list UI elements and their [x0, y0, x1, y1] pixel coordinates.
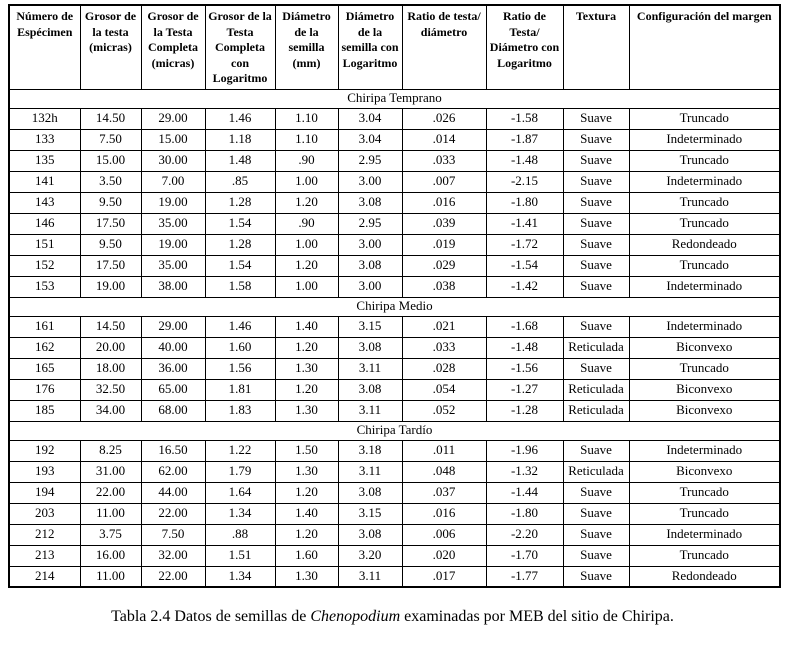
cell: Indeterminado — [629, 276, 780, 297]
cell: 1.30 — [275, 400, 338, 421]
cell: -1.87 — [486, 129, 563, 150]
cell: 16.00 — [80, 545, 141, 566]
cell: .88 — [205, 524, 275, 545]
column-header-grosor-testa-completa-log: Grosor de la Testa Completa con Logaritmo — [205, 5, 275, 89]
cell: 1.60 — [275, 545, 338, 566]
cell: Reticulada — [563, 461, 629, 482]
cell: Reticulada — [563, 337, 629, 358]
cell: -1.54 — [486, 255, 563, 276]
cell: 2.95 — [338, 213, 402, 234]
cell: -1.80 — [486, 192, 563, 213]
cell: .052 — [402, 400, 486, 421]
cell: 143 — [9, 192, 80, 213]
cell: 9.50 — [80, 192, 141, 213]
cell: 141 — [9, 171, 80, 192]
caption-suffix: examinadas por MEB del sitio de Chiripa. — [400, 608, 674, 625]
table-row — [9, 213, 780, 234]
cell: 1.30 — [275, 461, 338, 482]
cell: .90 — [275, 213, 338, 234]
cell: Indeterminado — [629, 524, 780, 545]
column-header-ratio-testa-diametro-log: Ratio de Testa/ Diámetro con Logaritmo — [486, 5, 563, 89]
cell: Truncado — [629, 192, 780, 213]
cell: 3.20 — [338, 545, 402, 566]
cell: .037 — [402, 482, 486, 503]
cell: 1.48 — [205, 150, 275, 171]
cell: 9.50 — [80, 234, 141, 255]
caption-species-name: Chenopodium — [310, 608, 401, 625]
table-row — [9, 461, 780, 482]
cell: 11.00 — [80, 566, 141, 587]
cell: 1.40 — [275, 316, 338, 337]
table-row — [9, 171, 780, 192]
cell: Truncado — [629, 150, 780, 171]
cell: 65.00 — [141, 379, 205, 400]
cell: 203 — [9, 503, 80, 524]
cell: 213 — [9, 545, 80, 566]
cell: -1.27 — [486, 379, 563, 400]
cell: 1.51 — [205, 545, 275, 566]
cell: 214 — [9, 566, 80, 587]
cell: 1.81 — [205, 379, 275, 400]
section-label: Chiripa Temprano — [9, 89, 780, 108]
cell: -1.28 — [486, 400, 563, 421]
cell: 44.00 — [141, 482, 205, 503]
cell: Suave — [563, 482, 629, 503]
cell: Biconvexo — [629, 337, 780, 358]
cell: 1.34 — [205, 503, 275, 524]
column-header-diametro-semilla: Diámetro de la semilla (mm) — [275, 5, 338, 89]
cell: 1.20 — [275, 192, 338, 213]
cell: 1.22 — [205, 440, 275, 461]
cell: 1.10 — [275, 108, 338, 129]
cell: 1.00 — [275, 171, 338, 192]
table-row — [9, 524, 780, 545]
cell: 1.79 — [205, 461, 275, 482]
cell: 1.34 — [205, 566, 275, 587]
cell: 1.20 — [275, 337, 338, 358]
cell: Suave — [563, 545, 629, 566]
cell: 212 — [9, 524, 80, 545]
cell: -1.41 — [486, 213, 563, 234]
cell: Truncado — [629, 213, 780, 234]
cell: 1.00 — [275, 276, 338, 297]
cell: 146 — [9, 213, 80, 234]
cell: 11.00 — [80, 503, 141, 524]
cell: Indeterminado — [629, 129, 780, 150]
cell: 1.18 — [205, 129, 275, 150]
cell: 1.20 — [275, 379, 338, 400]
cell: -1.77 — [486, 566, 563, 587]
cell: 62.00 — [141, 461, 205, 482]
cell: 185 — [9, 400, 80, 421]
cell: 1.20 — [275, 255, 338, 276]
cell: 1.54 — [205, 255, 275, 276]
cell: .033 — [402, 337, 486, 358]
cell: .039 — [402, 213, 486, 234]
cell: 165 — [9, 358, 80, 379]
cell: .026 — [402, 108, 486, 129]
cell: -2.15 — [486, 171, 563, 192]
cell: 3.08 — [338, 255, 402, 276]
cell: 152 — [9, 255, 80, 276]
cell: Indeterminado — [629, 316, 780, 337]
cell: 162 — [9, 337, 80, 358]
cell: 1.00 — [275, 234, 338, 255]
cell: 3.18 — [338, 440, 402, 461]
specimen-data-table — [8, 4, 781, 588]
cell: .016 — [402, 503, 486, 524]
column-header-grosor-testa: Grosor de la testa (micras) — [80, 5, 141, 89]
cell: 1.28 — [205, 234, 275, 255]
cell: 7.50 — [141, 524, 205, 545]
caption-prefix: Tabla 2.4 Datos de semillas de — [111, 608, 311, 625]
cell: 132h — [9, 108, 80, 129]
cell: Truncado — [629, 358, 780, 379]
cell: .028 — [402, 358, 486, 379]
cell: 3.75 — [80, 524, 141, 545]
section-label: Chiripa Tardío — [9, 421, 780, 440]
cell: Suave — [563, 213, 629, 234]
cell: 2.95 — [338, 150, 402, 171]
cell: 161 — [9, 316, 80, 337]
cell: -1.58 — [486, 108, 563, 129]
cell: 1.46 — [205, 316, 275, 337]
cell: .029 — [402, 255, 486, 276]
cell: 7.00 — [141, 171, 205, 192]
table-row — [9, 276, 780, 297]
cell: .006 — [402, 524, 486, 545]
cell: .011 — [402, 440, 486, 461]
cell: Suave — [563, 358, 629, 379]
cell: 3.04 — [338, 129, 402, 150]
cell: Reticulada — [563, 400, 629, 421]
cell: Suave — [563, 234, 629, 255]
cell: 17.50 — [80, 255, 141, 276]
header-row — [9, 5, 780, 89]
cell: 14.50 — [80, 108, 141, 129]
cell: 176 — [9, 379, 80, 400]
cell: .016 — [402, 192, 486, 213]
cell: Suave — [563, 566, 629, 587]
cell: 35.00 — [141, 213, 205, 234]
cell: -2.20 — [486, 524, 563, 545]
cell: 194 — [9, 482, 80, 503]
cell: 19.00 — [141, 234, 205, 255]
cell: 36.00 — [141, 358, 205, 379]
cell: 38.00 — [141, 276, 205, 297]
cell: -1.42 — [486, 276, 563, 297]
cell: 3.15 — [338, 316, 402, 337]
cell: Truncado — [629, 108, 780, 129]
cell: 3.00 — [338, 234, 402, 255]
cell: -1.80 — [486, 503, 563, 524]
cell: 34.00 — [80, 400, 141, 421]
cell: 40.00 — [141, 337, 205, 358]
table-body — [9, 89, 780, 587]
cell: .021 — [402, 316, 486, 337]
cell: .038 — [402, 276, 486, 297]
cell: 18.00 — [80, 358, 141, 379]
cell: 20.00 — [80, 337, 141, 358]
cell: -1.32 — [486, 461, 563, 482]
cell: 3.50 — [80, 171, 141, 192]
column-header-ratio-testa-diametro: Ratio de testa/ diámetro — [402, 5, 486, 89]
cell: .054 — [402, 379, 486, 400]
cell: 3.00 — [338, 171, 402, 192]
cell: -1.72 — [486, 234, 563, 255]
cell: 1.50 — [275, 440, 338, 461]
cell: 3.00 — [338, 276, 402, 297]
cell: 1.58 — [205, 276, 275, 297]
cell: 193 — [9, 461, 80, 482]
cell: -1.48 — [486, 150, 563, 171]
cell: Truncado — [629, 545, 780, 566]
table-row — [9, 379, 780, 400]
cell: 14.50 — [80, 316, 141, 337]
table-caption — [0, 607, 785, 626]
cell: Truncado — [629, 255, 780, 276]
cell: 19.00 — [80, 276, 141, 297]
cell: 15.00 — [141, 129, 205, 150]
cell: 3.04 — [338, 108, 402, 129]
cell: 22.00 — [141, 503, 205, 524]
cell: Suave — [563, 192, 629, 213]
cell: 1.60 — [205, 337, 275, 358]
cell: -1.68 — [486, 316, 563, 337]
section-header-row — [9, 89, 780, 108]
cell: .019 — [402, 234, 486, 255]
cell: 1.30 — [275, 358, 338, 379]
table-row — [9, 545, 780, 566]
table-row — [9, 440, 780, 461]
cell: 16.50 — [141, 440, 205, 461]
cell: Suave — [563, 276, 629, 297]
cell: 133 — [9, 129, 80, 150]
column-header-grosor-testa-completa: Grosor de la Testa Completa (micras) — [141, 5, 205, 89]
table-row — [9, 566, 780, 587]
cell: Suave — [563, 150, 629, 171]
table-row — [9, 316, 780, 337]
cell: 153 — [9, 276, 80, 297]
cell: 3.08 — [338, 524, 402, 545]
column-header-numero-especimen: Número de Espécimen — [9, 5, 80, 89]
cell: .017 — [402, 566, 486, 587]
cell: Indeterminado — [629, 171, 780, 192]
cell: 29.00 — [141, 316, 205, 337]
cell: .007 — [402, 171, 486, 192]
cell: 3.08 — [338, 482, 402, 503]
cell: 1.10 — [275, 129, 338, 150]
table-header — [9, 5, 780, 89]
cell: Truncado — [629, 482, 780, 503]
cell: -1.96 — [486, 440, 563, 461]
cell: -1.56 — [486, 358, 563, 379]
cell: 8.25 — [80, 440, 141, 461]
table-row — [9, 150, 780, 171]
cell: 1.83 — [205, 400, 275, 421]
cell: 1.64 — [205, 482, 275, 503]
cell: 3.11 — [338, 358, 402, 379]
table-row — [9, 234, 780, 255]
cell: Biconvexo — [629, 400, 780, 421]
cell: Suave — [563, 171, 629, 192]
cell: .048 — [402, 461, 486, 482]
cell: 68.00 — [141, 400, 205, 421]
cell: 22.00 — [80, 482, 141, 503]
cell: 1.46 — [205, 108, 275, 129]
column-header-textura: Textura — [563, 5, 629, 89]
cell: 1.20 — [275, 524, 338, 545]
cell: 35.00 — [141, 255, 205, 276]
column-header-diametro-semilla-log: Diámetro de la semilla con Logaritmo — [338, 5, 402, 89]
cell: 1.30 — [275, 566, 338, 587]
section-label: Chiripa Medio — [9, 297, 780, 316]
column-header-configuracion-margen: Configuración del margen — [629, 5, 780, 89]
cell: 3.08 — [338, 192, 402, 213]
cell: Suave — [563, 255, 629, 276]
cell: Biconvexo — [629, 379, 780, 400]
cell: 1.54 — [205, 213, 275, 234]
cell: 31.00 — [80, 461, 141, 482]
cell: 3.11 — [338, 566, 402, 587]
cell: .014 — [402, 129, 486, 150]
cell: 3.08 — [338, 379, 402, 400]
cell: .90 — [275, 150, 338, 171]
table-row — [9, 192, 780, 213]
cell: 30.00 — [141, 150, 205, 171]
table-row — [9, 358, 780, 379]
cell: 151 — [9, 234, 80, 255]
cell: Suave — [563, 440, 629, 461]
cell: Indeterminado — [629, 440, 780, 461]
table-row — [9, 337, 780, 358]
table-row — [9, 129, 780, 150]
cell: 3.11 — [338, 461, 402, 482]
section-header-row — [9, 421, 780, 440]
table-row — [9, 503, 780, 524]
table-row — [9, 482, 780, 503]
cell: 3.08 — [338, 337, 402, 358]
cell: Suave — [563, 316, 629, 337]
cell: .020 — [402, 545, 486, 566]
cell: 1.40 — [275, 503, 338, 524]
cell: Suave — [563, 524, 629, 545]
table-row — [9, 400, 780, 421]
cell: 3.11 — [338, 400, 402, 421]
table-row — [9, 108, 780, 129]
cell: 7.50 — [80, 129, 141, 150]
cell: 32.00 — [141, 545, 205, 566]
cell: 29.00 — [141, 108, 205, 129]
cell: 22.00 — [141, 566, 205, 587]
cell: 15.00 — [80, 150, 141, 171]
cell: Reticulada — [563, 379, 629, 400]
section-header-row — [9, 297, 780, 316]
table-row — [9, 255, 780, 276]
cell: 3.15 — [338, 503, 402, 524]
cell: .033 — [402, 150, 486, 171]
cell: 17.50 — [80, 213, 141, 234]
cell: -1.70 — [486, 545, 563, 566]
cell: 135 — [9, 150, 80, 171]
cell: Suave — [563, 503, 629, 524]
cell: Redondeado — [629, 566, 780, 587]
cell: 1.56 — [205, 358, 275, 379]
cell: 32.50 — [80, 379, 141, 400]
cell: Biconvexo — [629, 461, 780, 482]
cell: 19.00 — [141, 192, 205, 213]
cell: Suave — [563, 129, 629, 150]
cell: Suave — [563, 108, 629, 129]
cell: Redondeado — [629, 234, 780, 255]
cell: .85 — [205, 171, 275, 192]
cell: 1.20 — [275, 482, 338, 503]
cell: 1.28 — [205, 192, 275, 213]
cell: -1.44 — [486, 482, 563, 503]
cell: -1.48 — [486, 337, 563, 358]
cell: 192 — [9, 440, 80, 461]
cell: Truncado — [629, 503, 780, 524]
